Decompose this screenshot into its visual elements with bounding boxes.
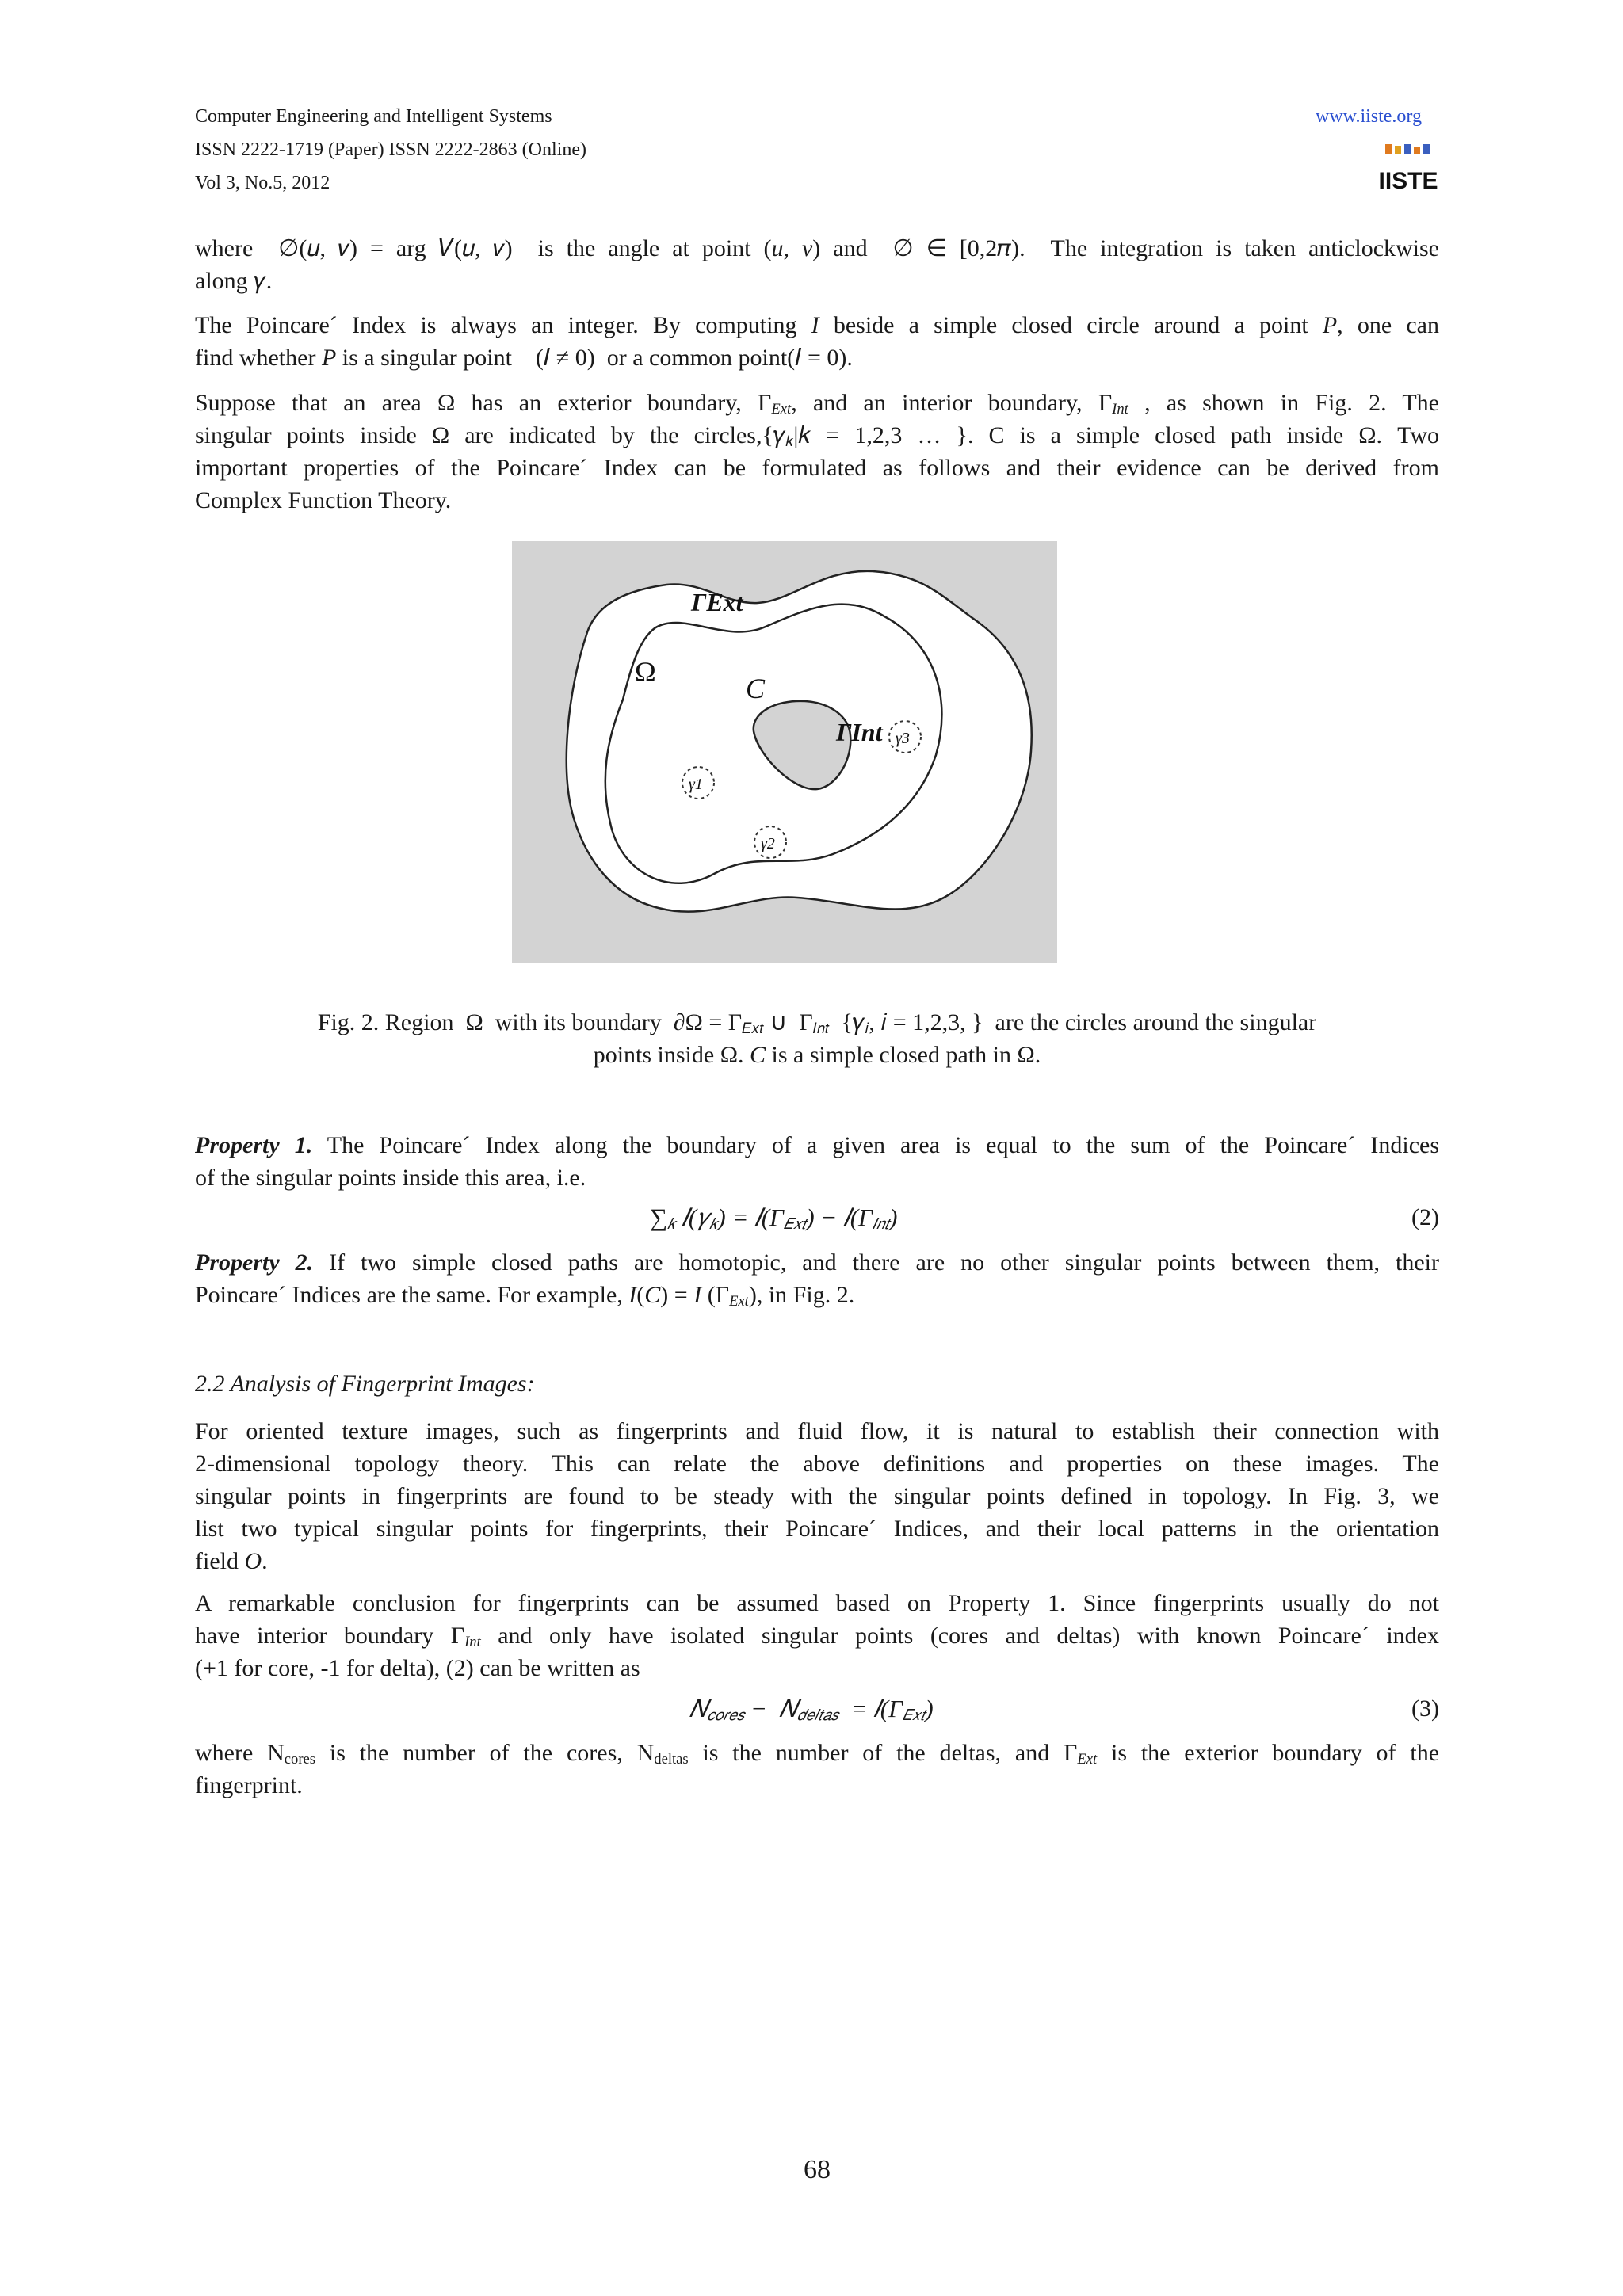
volume-line: Vol 3, No.5, 2012 <box>195 173 330 193</box>
section-heading: 2.2 Analysis of Fingerprint Images: <box>195 1371 535 1397</box>
property-2-paragraph: Property 2. If two simple closed paths are homotopic, and there are no other singular points between them, their Poincare´ Indices are the same. For example, I(C) = I $(\Gamma_{Ext})$, in Fig. 2. <box>195 1249 1440 1310</box>
equation-3: 𝑁$_{𝑐𝑜𝑟𝑒𝑠}$ − 𝑁$_{𝑑𝑒𝑙𝑡𝑎𝑠}$ = $𝐼(\Gamma_{𝐸𝑥𝑡})$ <box>689 1695 934 1725</box>
paragraph-conclusion: A remarkable conclusion for fingerprints can be assumed based on Property 1. Since fingerprints usually do not have interior boundary $\Gamma_{Int}$ and only have isolated singular points (cores and deltas) with known Poincare´ index (+1 for core, -1 for delta), (2) can be written as <box>195 1590 1439 1681</box>
label-gamma-3: γ3 <box>896 730 910 747</box>
logo-text: IISTE <box>1378 168 1438 194</box>
label-gamma-1: γ1 <box>689 776 703 793</box>
label-omega: Ω <box>635 656 656 688</box>
paragraph-index-integer: The Poincare´ Index is always an integer. By computing I beside a simple closed circle around a point P, one can find whether P is a singular point (𝐼 ≠ 0) or a common point(𝐼 = 0). <box>195 312 1439 371</box>
paragraph-angle-definition: where ∅(𝑢, 𝑣) = arg 𝑉(𝑢, 𝑣) is the angle at point (u, v) and ∅ ∈ [0,2𝜋). The integration is taken anticlockwise along 𝛾. <box>195 235 1440 294</box>
paragraph-ncores-definition: where $N_{cores}$ is the number of the cores, $N_{deltas}$ is the number of the deltas, and $\Gamma_{Ext}$ is the exterior boundary of the fingerprint. <box>195 1740 1440 1798</box>
figure-region-omega <box>512 541 1057 963</box>
label-gamma-int: ΓInt <box>836 718 883 746</box>
equation-3-number: (3) <box>1411 1695 1439 1722</box>
issn-line: ISSN 2222-1719 (Paper) ISSN 2222-2863 (Online) <box>195 139 586 160</box>
website-link[interactable]: www.iiste.org <box>1316 106 1422 127</box>
figure-caption: Fig. 2. Region Ω with its boundary $\partial\Omega = \Gamma_{𝐸𝑥𝑡}$ ∪ $\Gamma_{𝐼𝑛𝑡}$ {𝛾$_𝑖$, 𝑖 = 1,2,3, } are the circles around the singular points inside Ω. C is a simple closed path in Ω. <box>317 1009 1317 1068</box>
label-gamma-ext: ΓExt <box>691 588 743 616</box>
page-number: 68 <box>804 2155 831 2184</box>
equation-2: $\sum_𝑘$ 𝐼(𝛾$_𝑘$) = $𝐼(\Gamma_{𝐸𝑥𝑡})$ − $𝐼(\Gamma_{𝐼𝑛𝑡})$ <box>650 1203 898 1234</box>
paragraph-area-boundary: Suppose that an area Ω has an exterior boundary, $\Gamma_{Ext}$, and an interior boundary, $\Gamma_{Int}$ , as shown in Fig. 2. The singular points inside Ω are indicated by the circles,{𝛾$_𝑘$|𝑘 = 1,2,3 … }. C is a simple closed path inside Ω. Two important properties of the Poincare´ Index can be formulated as follows and their evidence can be derived from Complex Function Theory. <box>195 390 1439 513</box>
property-1-paragraph: Property 1. The Poincare´ Index along the boundary of a given area is equal to the sum of the Poincare´ Indices of the singular points inside this area, i.e. <box>195 1132 1439 1191</box>
paragraph-oriented-texture: For oriented texture images, such as fingerprints and fluid flow, it is natural to establish their connection with 2-dimensional topology theory. This can relate the above definitions and properties on these images. The singular points in fingerprints are found to be steady with the singular points defined in topology. In Fig. 3, we list two typical singular points for fingerprints, their Poincare´ Indices, and their local patterns in the orientation field O. <box>195 1418 1439 1574</box>
label-gamma-2: γ2 <box>761 835 775 852</box>
journal-name: Computer Engineering and Intelligent Systems <box>195 106 552 127</box>
equation-2-number: (2) <box>1411 1204 1439 1230</box>
iiste-logo <box>1378 143 1438 195</box>
label-c: C <box>746 673 766 704</box>
